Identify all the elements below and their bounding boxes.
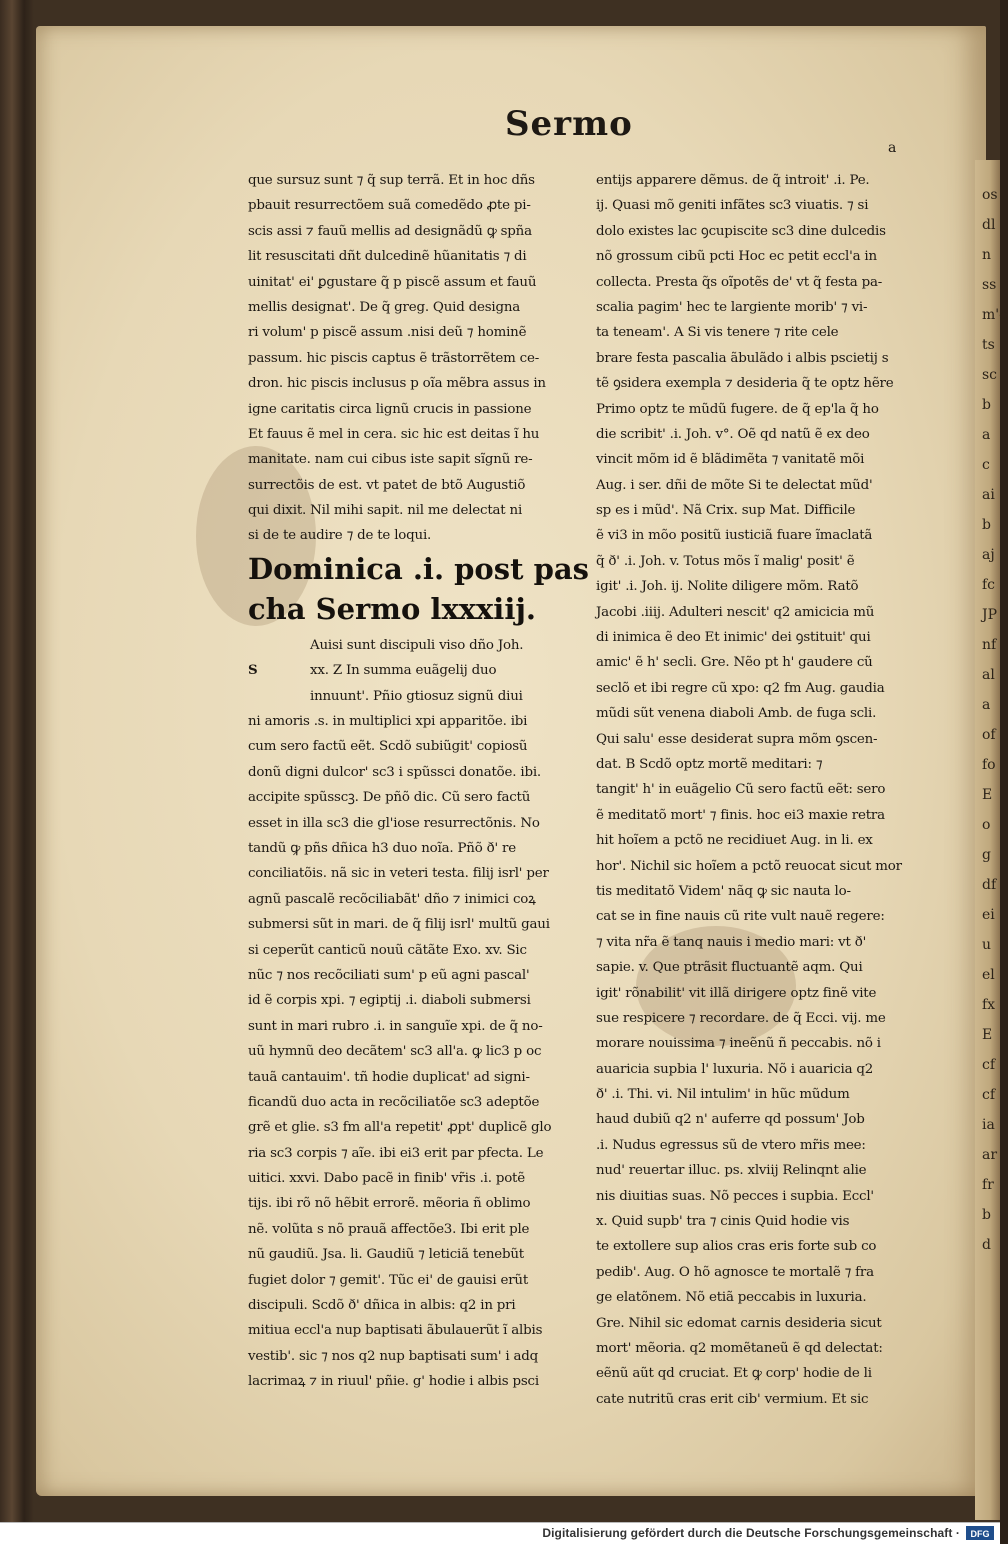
right-line: cate nutritũ cras erit cib' vermium. Et sic <box>596 1391 869 1407</box>
right-line: mũdi sũt venena diaboli Amb. de fuga scli. <box>596 706 877 722</box>
left-column-body-bottom <box>248 633 578 1395</box>
right-line: dat. B Scdõ optz mortẽ meditari: ⁊ <box>596 756 823 772</box>
right-line: hit hoĩem a pctõ ne recidiuet Aug. in li. ex <box>596 833 873 849</box>
left-before-line: que sursuz sunt ⁊ q̃ sup terrã. Et in hoc dñs <box>248 173 535 188</box>
left-before-line: Et fauus ẽ mel in cera. sic hic est deitas ĩ hu <box>248 426 540 442</box>
left-before-line: dron. hic piscis inclusus p oĩa mẽbra assus in <box>248 376 546 392</box>
dfg-logo-label: DFG <box>970 1529 990 1539</box>
right-line: pedib'. Aug. O hõ agnosce te mortalẽ ⁊ fra <box>596 1264 874 1280</box>
left-before-line: surrectõis de est. vt patet de btõ Augustiõ <box>248 477 526 493</box>
right-line: ẽ meditatõ mort' ⁊ finis. hoc ei3 maxie retra <box>596 807 885 823</box>
left-after-line: Auisi sunt discipuli viso dño Joh. <box>310 637 524 653</box>
left-after-line: nũc ⁊ nos recõciliati sum' p eũ agni pascal' <box>248 967 530 983</box>
running-head: Sermo <box>505 104 633 144</box>
left-before-line: qui dixit. Nil mihi sapit. nil me delectat ni <box>248 503 523 519</box>
left-before-line: passum. hic piscis captus ẽ trãstorrẽtem ce- <box>248 350 540 366</box>
right-line: .i. Nudus egressus sũ de vtero mr̃is mee: <box>596 1137 866 1153</box>
left-before-line: scis assi ⁊ fauũ mellis ad designãdũ ꝙ spña <box>248 223 532 239</box>
left-after-line: tauã cantauim'. tñ hodie duplicat' ad signi- <box>248 1069 530 1085</box>
left-after-line: lacrimaꝝ ⁊ in riuul' pñie. g' hodie i albis psci <box>248 1374 539 1390</box>
right-line: entijs apparere dẽmus. de q̃ introit' .i. Pe. <box>596 173 870 188</box>
left-after-line: S xx. Z In summa euãgelij duo <box>248 658 578 683</box>
right-line: ẽ vi3 in mõo positũ iusticiã fuare ĩmaclatã <box>596 528 873 544</box>
right-line: ij. Quasi mõ geniti infãtes sc3 viuatis. ⁊ si <box>596 198 869 214</box>
left-before-line: lit resuscitati dñt dulcedinẽ hũanitatis ⁊ di <box>248 249 527 265</box>
right-line: sp es i mũd'. Nã Crix. sup Mat. Difficile <box>596 503 856 519</box>
right-line: q̃ ð' .i. Joh. v. Totus mõs ĩ malig' posit' ẽ <box>596 553 855 569</box>
signature-mark: a <box>888 140 897 156</box>
left-after-line: submersi sũt in mari. de q̃ filij isrl' multũ gaui <box>248 917 550 933</box>
left-after-line: sunt in mari rubro .i. in sanguĩe xpi. de q̃ no- <box>248 1018 543 1034</box>
right-line: ð' .i. Thi. vi. Nil intulim' in hũc mũdum <box>596 1087 850 1103</box>
left-after-line: uitici. xxvi. Dabo pacẽ in finib' vr̃is .i. potẽ <box>248 1171 525 1187</box>
left-after-line: si ceperũt canticũ nouũ cãtãte Exo. xv. Sic <box>248 942 527 958</box>
funding-notice: Digitalisierung gefördert durch die Deutsche Forschungsgemeinschaft · <box>542 1526 960 1540</box>
left-after-line: id ẽ corpis xpi. ⁊ egiptij .i. diaboli submersi <box>248 993 531 1009</box>
right-line: sue respicere ⁊ recordare. de q̃ Ecci. vij. me <box>596 1010 886 1026</box>
left-before-line: si de te audire ⁊ de te loqui. <box>248 528 432 544</box>
left-before-line: igne caritatis circa lignũ crucis in passione <box>248 401 532 417</box>
left-after-line: ni amoris .s. in multiplici xpi apparitõe. ibi <box>248 714 528 730</box>
right-line: sapie. v. Que ptrãsit fluctuantẽ aqm. Qui <box>596 960 863 976</box>
left-before-line: manitate. nam cui cibus iste sapit sĩgnũ re- <box>248 452 533 468</box>
sermon-heading-line-2: cha Sermo lxxxiij. <box>248 591 536 626</box>
right-line: brare festa pascalia ãbulãdo i albis pscietij s <box>596 350 889 366</box>
right-line: dolo existes lac ꝯcupiscite sc3 dine dulcedis <box>596 223 886 239</box>
right-line: die scribit' .i. Joh. v°. Oẽ qd natũ ẽ ex deo <box>596 426 870 442</box>
left-after-line: innuunt'. Pñio gtiosuz signũ diui <box>310 688 523 704</box>
right-line: vincit mõm id ẽ blãdimẽta ⁊ vanitatẽ mõi <box>596 452 865 468</box>
left-after-line: vestib'. sic ⁊ nos q2 nup baptisati sum' i adq <box>248 1348 539 1364</box>
right-line: tangit' h' in euãgelio Cũ sero factũ eẽt: sero <box>596 782 886 798</box>
right-line: te extollere sup alios cras eris forte sub co <box>596 1239 877 1255</box>
left-before-line: uinitat' ei' ꝑgustare q̃ p piscẽ assum et fauũ <box>248 274 537 290</box>
right-line: nud' reuertar illuc. ps. xlviij Relinqnt alie <box>596 1163 867 1179</box>
right-line: tẽ ꝯsidera exempla ⁊ desideria q̃ te optz hẽre <box>596 376 894 392</box>
left-after-line: nũ gaudiũ. Jsa. li. Gaudiũ ⁊ leticiã tenebũt <box>248 1247 524 1263</box>
right-line: igit' .i. Joh. ij. Nolite diligere mõm. Ratõ <box>596 579 859 595</box>
left-after-line: nẽ. volũta s nõ prauã affectõe3. Ibi erit ple <box>248 1221 530 1237</box>
left-after-line: ria sc3 corpis ⁊ aĩe. ibi ei3 erit par pfecta. Le <box>248 1145 544 1161</box>
left-after-line: tijs. ibi rõ nõ hẽbit errorẽ. mẽoria ñ oblimo <box>248 1196 531 1212</box>
right-line: cat se in fine nauis cũ rite vult nauẽ regere: <box>596 909 885 925</box>
right-line: x. Quid supb' tra ⁊ cinis Quid hodie vis <box>596 1214 850 1230</box>
dfg-logo-icon <box>966 1526 994 1540</box>
right-line: di inimica ẽ deo Et inimic' dei ꝯstituit' qui <box>596 630 871 646</box>
left-after-line: discipuli. Scdõ ð' dñica in albis: q2 in pri <box>248 1298 516 1314</box>
right-line: morare nouissima ⁊ ineẽnũ ñ peccabis. nõ i <box>596 1036 881 1052</box>
right-text-column <box>596 168 941 1412</box>
left-before-line: mellis designat'. De q̃ greg. Quid designa <box>248 299 521 315</box>
left-after-line: fugiet dolor ⁊ gemit'. Tũc ei' de gauisi erũt <box>248 1272 529 1288</box>
right-line: Aug. i ser. dñi de mõte Si te delectat mũd' <box>596 477 873 493</box>
left-after-line: tandũ ꝙ pñs dñica h3 duo noĩa. Pñõ ð' re <box>248 840 516 856</box>
left-before-line: pbauit resurrectõem suã comedẽdo ꝓte pi- <box>248 198 531 214</box>
right-line: haud dubiũ q2 n' auferre qd possum' Job <box>596 1112 865 1128</box>
left-after-line: uũ hymnũ deo decãtem' sc3 all'a. ꝙ lic3 p oc <box>248 1044 542 1060</box>
footer-bar <box>0 1522 1000 1544</box>
left-after-line: conciliatõis. nã sic in veteri testa. filij isrl' per <box>248 866 549 882</box>
right-line: tis meditatõ Videm' nãq ꝙ sic nauta lo- <box>596 883 851 899</box>
right-line: igit' rõnabilit' vit illã dirigere optz finẽ vite <box>596 985 877 1001</box>
right-line: Primo optz te mũdũ fugere. de q̃ ep'la q̃ ho <box>596 401 879 417</box>
right-line: Qui salu' esse desiderat supra mõm ꝯscen- <box>596 731 878 747</box>
right-line: auaricia supbia l' luxuria. Nõ i auaricia q2 <box>596 1061 874 1077</box>
left-before-line: ri volum' p piscẽ assum .nisi deũ ⁊ hominẽ <box>248 325 527 341</box>
right-line: mort' mẽoria. q2 momẽtaneũ ẽ qd delectat: <box>596 1340 883 1356</box>
left-after-line: cum sero factũ eẽt. Scdõ subiũgit' copiosũ <box>248 739 528 755</box>
left-after-line: grẽ et glie. s3 fm all'a repetit' ꝓpt' duplicẽ glo <box>248 1120 552 1136</box>
right-line: amic' ẽ h' secli. Gre. Nẽo pt h' gaudere cũ <box>596 655 873 671</box>
right-line: ta teneam'. A Si vis tenere ⁊ rite cele <box>596 325 839 341</box>
right-line: scalia pagim' hec te largiente morib' ⁊ vi- <box>596 299 868 315</box>
left-after-line: esset in illa sc3 die gl'iose resurrectõnis. No <box>248 815 540 831</box>
left-text-column <box>248 168 589 1395</box>
left-after-line: mitiua eccl'a nup baptisati ãbulauerũt ĩ albis <box>248 1323 543 1339</box>
left-after-line: agnũ pascalẽ recõciliabãt' dño ⁊ inimici coꝝ <box>248 891 536 907</box>
sermon-heading-line-1: Dominica .i. post pas <box>248 551 589 586</box>
left-after-line: accipite spũsscꝫ. De pñõ dic. Cũ sero factũ <box>248 790 531 806</box>
left-after-line: ficandũ duo acta in recõciliatõe sc3 adeptõe <box>248 1094 540 1110</box>
right-line: nõ grossum cibũ pcti Hoc ec petit eccl'a in <box>596 249 877 265</box>
right-line: Gre. Nihil sic edomat carnis desideria sicut <box>596 1315 882 1331</box>
right-line: ⁊ vita nr̃a ẽ tanq nauis i medio mari: vt ð' <box>596 934 867 950</box>
initial-letter-guide: S <box>248 662 258 679</box>
left-column-body-top <box>248 168 578 549</box>
right-line: hor'. Nichil sic hoĩem a pctõ reuocat sicut mor <box>596 858 902 874</box>
left-after-line: donũ digni dulcor' sc3 i spũssci donatõe. ibi. <box>248 764 541 780</box>
right-line: seclõ et ibi regre cũ xpo: q2 fm Aug. gaudia <box>596 680 885 696</box>
right-line: nis diuitias suas. Nõ pecces i supbia. Eccl' <box>596 1188 874 1204</box>
right-line: collecta. Presta q̃s oĩpotẽs de' vt q̃ festa pa- <box>596 274 883 290</box>
next-page-edge-text: osdlnssm'otsscbacaibajfcJPnfalaoffoEogdfeiuelfxEcfcfiaarfrbd <box>982 187 1008 1253</box>
right-line: ge elatõnem. Nõ etiã peccabis in luxuria. <box>596 1290 867 1306</box>
right-line: Jacobi .iiij. Adulteri nescit' q2 amicicia mũ <box>596 604 875 620</box>
right-line: eẽnũ aũt qd cruciat. Et ꝙ corp' hodie de li <box>596 1366 872 1382</box>
